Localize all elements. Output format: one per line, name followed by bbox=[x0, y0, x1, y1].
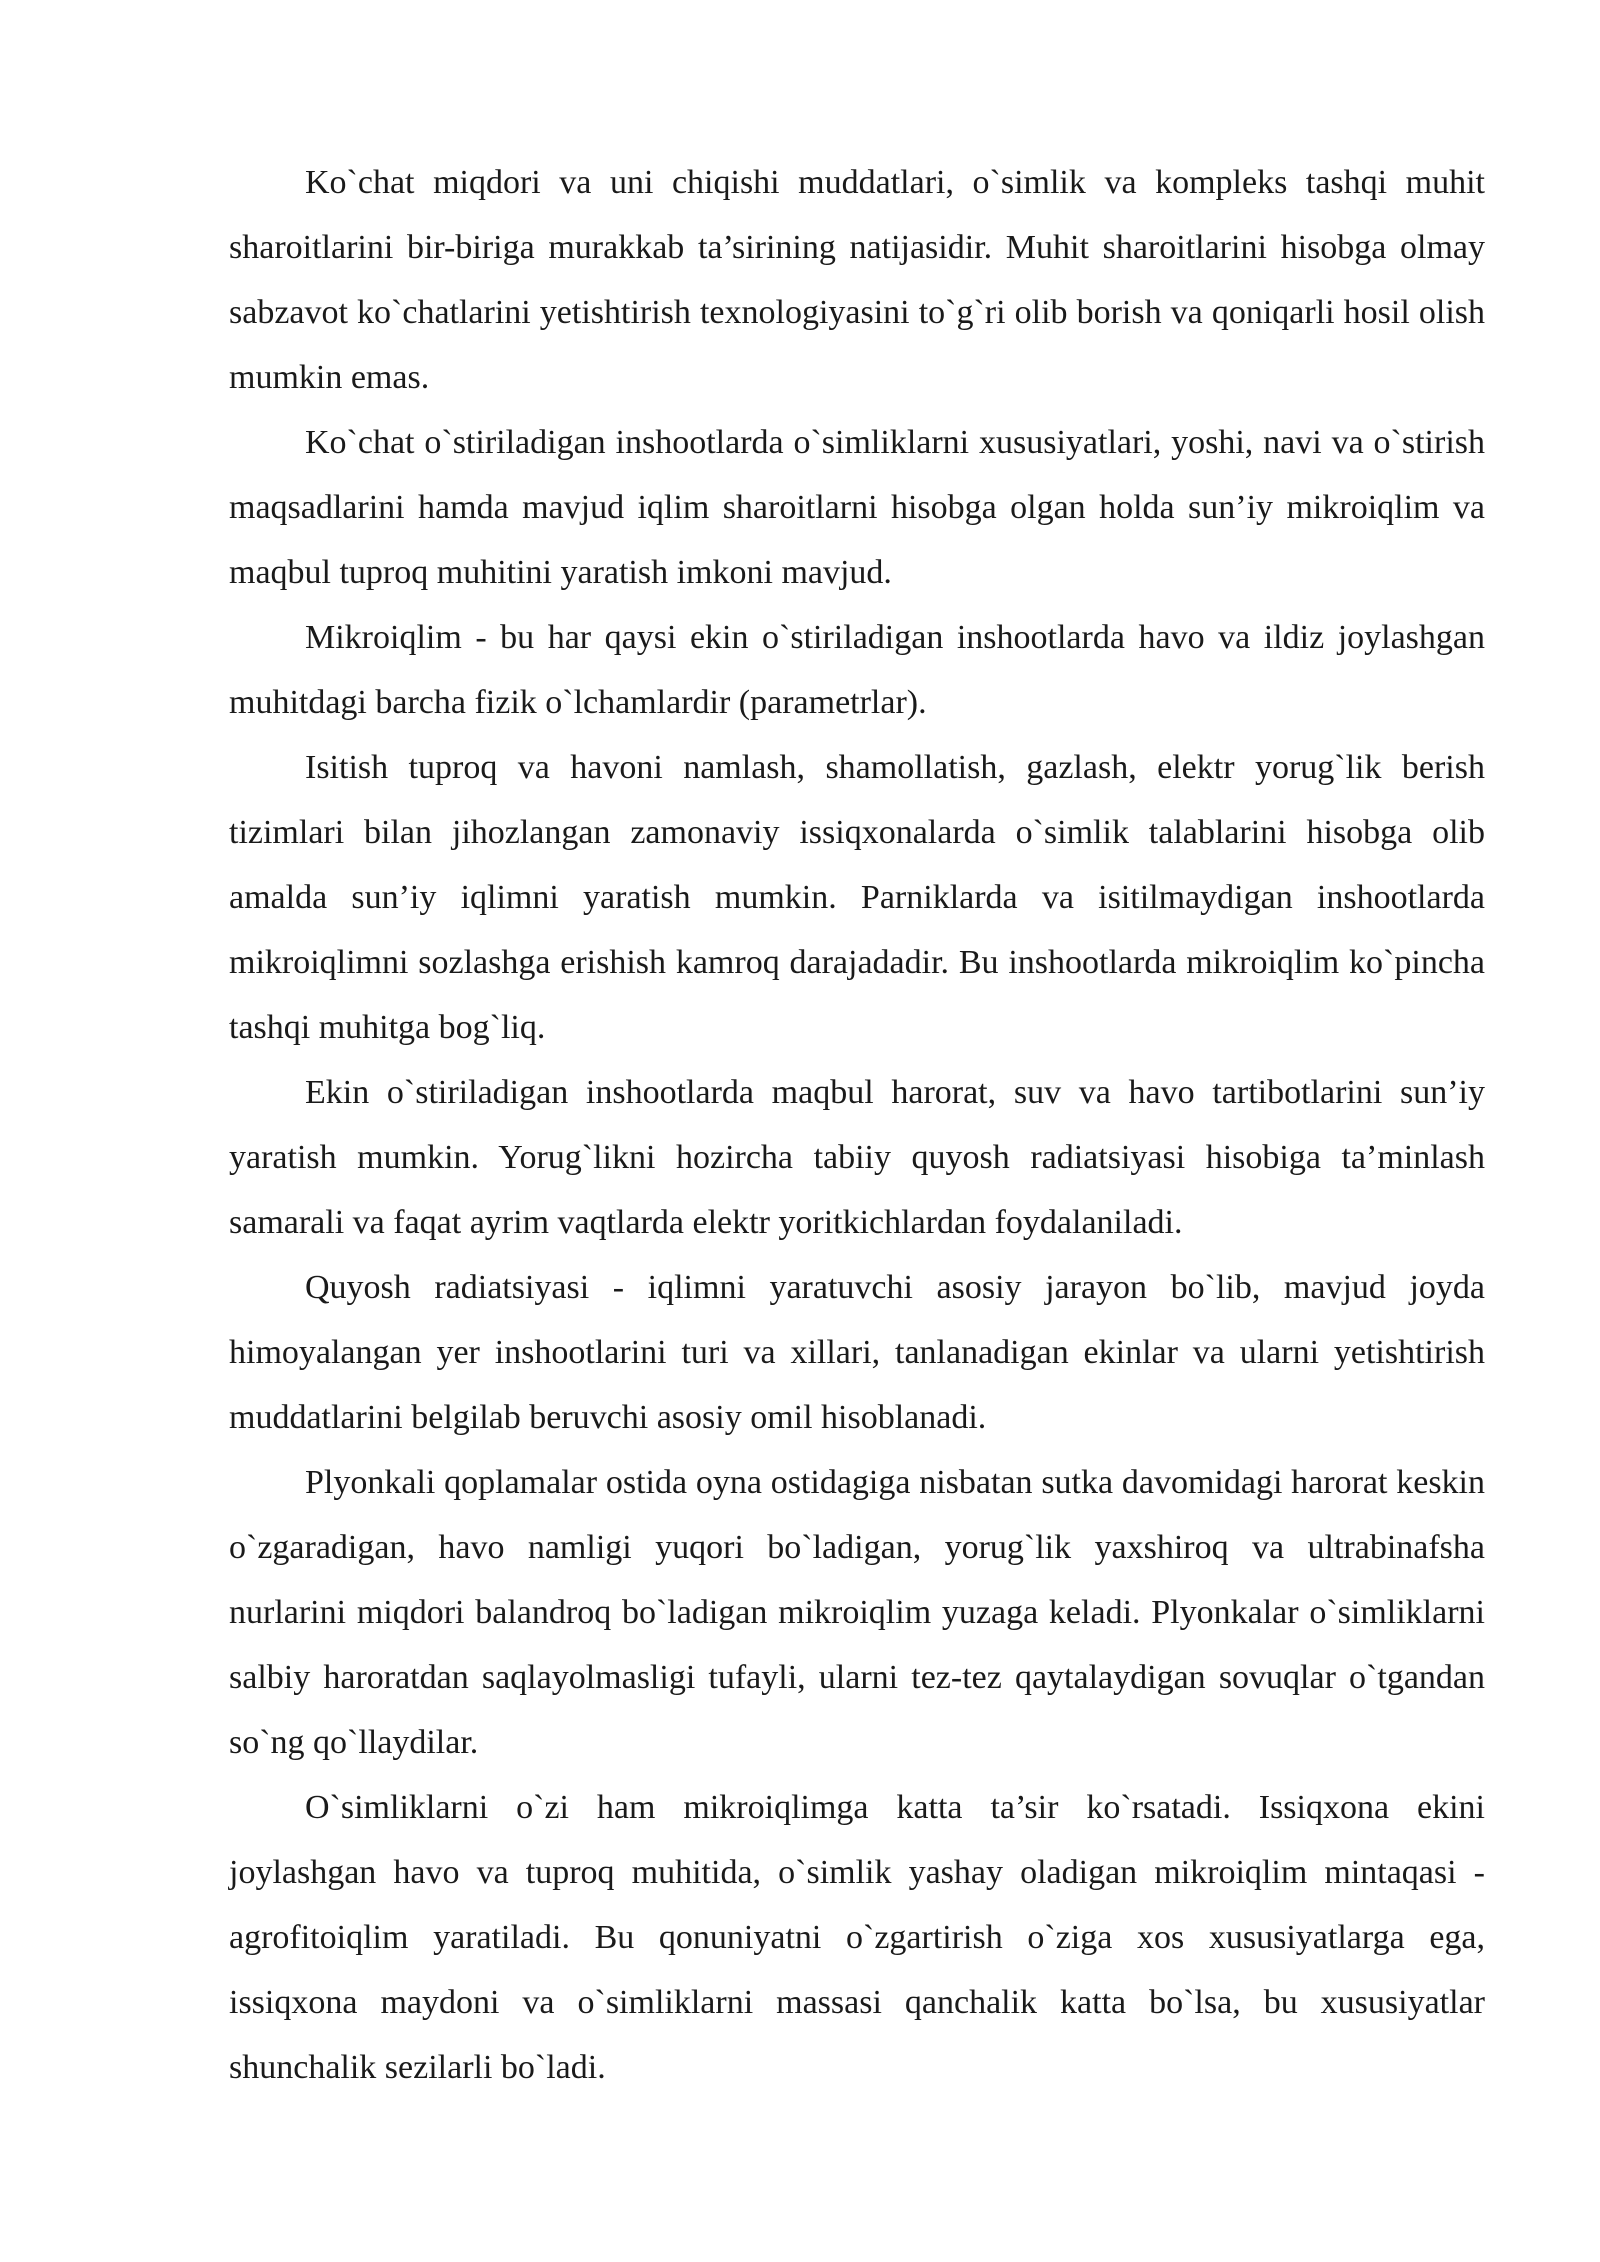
document-page bbox=[229, 150, 1485, 2100]
paragraph-osimliklar-mikroiqlim: O`simliklarni o`zi ham mikroiqlimga katta ta’sir ko`rsatadi. Issiqxona ekini joylashgan havo va tuproq muhitida, o`simlik yashay oladigan mikroiqlim mintaqasi - agrofitoiqlim yaratiladi. Bu qonuniyatni o`zgartirish o`ziga xos xususiyatlarga ega, issiqxona maydoni va o`simliklarni massasi qanchalik katta bo`lsa, bu xususiyatlar shunchalik sezilarli bo`ladi. bbox=[229, 1789, 1485, 2086]
paragraph-plyonkali-qoplamalar: Plyonkali qoplamalar ostida oyna ostidagiga nisbatan sutka davomidagi harorat keskin o`zgaradigan, havo namligi yuqori bo`ladigan, yorug`lik yaxshiroq va ultrabinafsha nurlarini miqdori balandroq bo`ladigan mikroiqlim yuzaga keladi. Plyonkalar o`simliklarni salbiy haroratdan saqlayolmasligi tufayli, ularni tez-tez qaytalaydigan sovuqlar o`tgandan so`ng qo`llaydilar. bbox=[229, 1464, 1485, 1761]
paragraph-kochat-miqdori: Ko`chat miqdori va uni chiqishi muddatlari, o`simlik va kompleks tashqi muhit sharoitlarini bir-biriga murakkab ta’sirining natijasidir. Muhit sharoitlarini hisobga olmay sabzavot ko`chatlarini yetishtirish texnologiyasini to`g`ri olib borish va qoniqarli hosil olish mumkin emas. bbox=[229, 164, 1485, 396]
paragraph-isitish: Isitish tuproq va havoni namlash, shamollatish, gazlash, elektr yorug`lik berish tizimlari bilan jihozlangan zamonaviy issiqxonalarda o`simlik talablarini hisobga olib amalda sun’iy iqlimni yaratish mumkin. Parniklarda va isitilmaydigan inshootlarda mikroiqlimni sozlashga erishish kamroq darajadadir. Bu inshootlarda mikroiqlim ko`pincha tashqi muhitga bog`liq. bbox=[229, 749, 1485, 1046]
paragraph-mikroiqlim-definition: Mikroiqlim - bu har qaysi ekin o`stiriladigan inshootlarda havo va ildiz joylashgan muhitdagi barcha fizik o`lchamlardir (parametrlar). bbox=[229, 619, 1485, 721]
paragraph-quyosh-radiatsiyasi: Quyosh radiatsiyasi - iqlimni yaratuvchi asosiy jarayon bo`lib, mavjud joyda himoyalangan yer inshootlarini turi va xillari, tanlanadigan ekinlar va ularni yetishtirish muddatlarini belgilab beruvchi asosiy omil hisoblanadi. bbox=[229, 1269, 1485, 1436]
paragraph-ekin-inshootlarda: Ekin o`stiriladigan inshootlarda maqbul harorat, suv va havo tartibotlarini sun’iy yaratish mumkin. Yorug`likni hozircha tabiiy quyosh radiatsiyasi hisobiga ta’minlash samarali va faqat ayrim vaqtlarda elektr yoritkichlardan foydalaniladi. bbox=[229, 1074, 1485, 1241]
paragraph-kochat-inshootlarda: Ko`chat o`stiriladigan inshootlarda o`simliklarni xususiyatlari, yoshi, navi va o`stirish maqsadlarini hamda mavjud iqlim sharoitlarni hisobga olgan holda sun’iy mikroiqlim va maqbul tuproq muhitini yaratish imkoni mavjud. bbox=[229, 424, 1485, 591]
